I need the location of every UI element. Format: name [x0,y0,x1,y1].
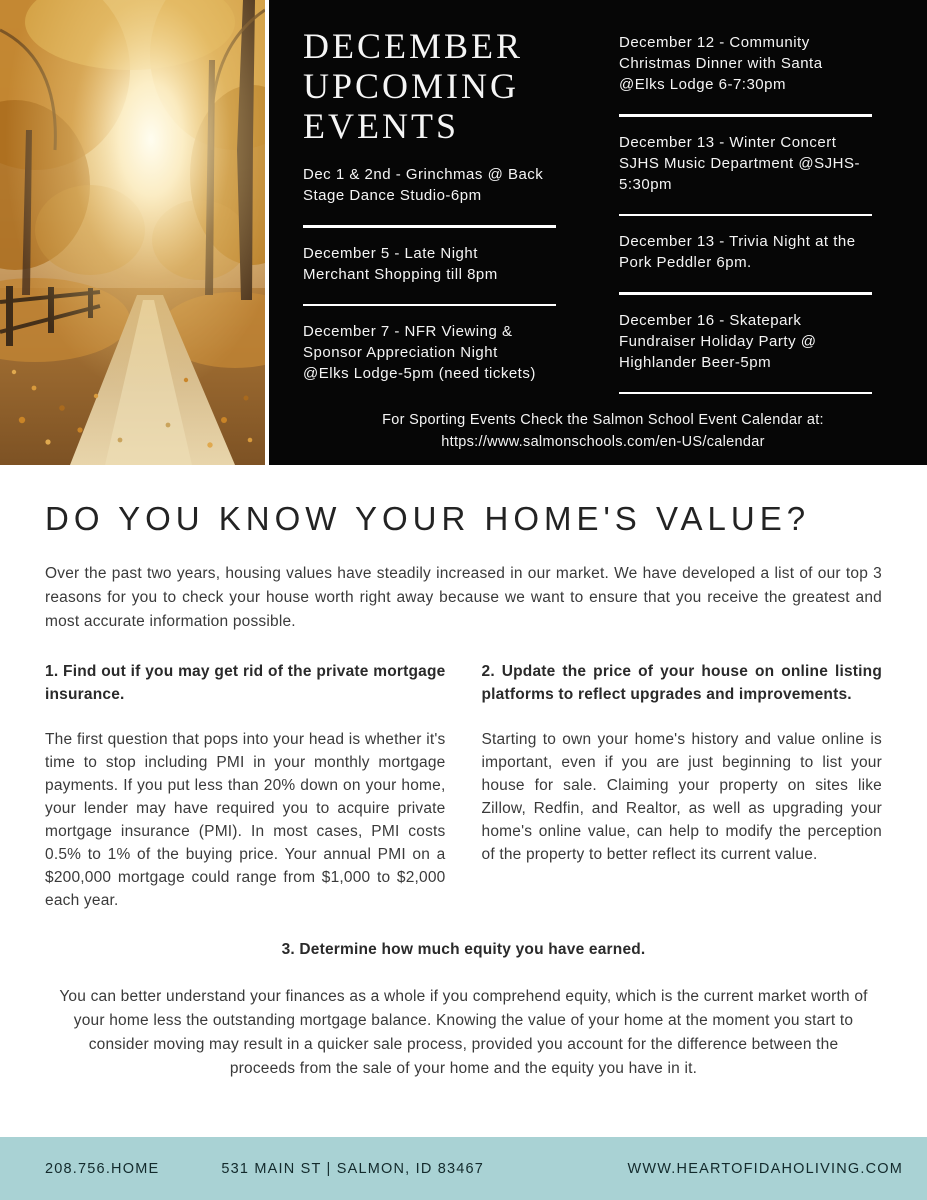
footer-phone: 208.756.HOME [45,1160,160,1177]
events-left-column [303,26,603,409]
footer-address: 531 MAIN ST | SALMON, ID 83467 [221,1160,485,1177]
event-item: December 13 - Trivia Night at the Pork Peddler 6pm. [619,233,856,271]
events-title-line: EVENTS [303,106,459,146]
events-columns [303,26,903,409]
divider [619,392,872,395]
top-section [0,0,927,465]
column-2 [482,660,883,912]
event-item: December 5 - Late Night Merchant Shopping till 8pm [303,244,498,283]
event-item: December 12 - Community Christmas Dinner with Santa @Elks Lodge 6-7:30pm [619,34,823,93]
point-2-heading: 2. Update the price of your house on online listing platforms to reflect upgrades and improvements. [481,663,882,703]
divider [619,292,872,295]
autumn-path-photo [0,0,265,465]
divider [619,214,872,217]
point-3-heading: 3. Determine how much equity you have earned. [281,941,646,958]
section-title: DO YOU KNOW YOUR HOME'S VALUE? [45,500,811,537]
event-item: December 13 - Winter Concert SJHS Music Department @SJHS-5:30pm [619,133,860,193]
divider [303,225,556,228]
autumn-path-illustration [0,0,265,465]
intro-paragraph: Over the past two years, housing values have steadily increased in our market. We have developed a list of our top 3 reasons for you to check your house worth right away because we want to ensure that you receive the greatest and most accurate information possible. [45,565,882,630]
point-1-body: The first question that pops into your head is whether it's time to stop including PMI in your monthly mortgage payments. If you put less than 20% down on your home, your lender may have required you to acquire private mortgage insurance (PMI). In most cases, PMI costs 0.5% to 1% of the buying price. Your annual PMI on a $200,000 mortgage could range from $1,000 to $2,000 each year. [45,731,446,909]
divider [303,304,556,307]
events-title-line: UPCOMING [303,66,520,106]
events-title-line: DECEMBER [303,26,524,66]
point-3-body: You can better understand your finances as a whole if you comprehend equity, which is the current market worth of your home less the outstanding mortgage balance. Knowing the value of your home at the moment you start to consider moving may result in a quicker sale process, provided you account for the difference between the proceeds from the sale of your home and the equity you have in it. [59,988,868,1077]
home-value-section [0,465,927,1081]
school-calendar-url[interactable]: https://www.salmonschools.com/en-US/calendar [441,434,765,450]
sporting-events-note [303,409,903,457]
two-column-content [45,660,882,912]
sporting-events-note-text: For Sporting Events Check the Salmon School Event Calendar at: [382,412,824,428]
event-item: December 7 - NFR Viewing & Sponsor Appreciation Night @Elks Lodge-5pm (need tickets) [303,323,536,382]
divider [619,114,872,117]
footer-website[interactable]: WWW.HEARTOFIDAHOLIVING.COM [627,1160,903,1177]
footer-bar [0,1137,927,1200]
column-1 [45,660,446,912]
december-events-panel [269,0,927,465]
event-item: Dec 1 & 2nd - Grinchmas @ Back Stage Dance Studio-6pm [303,166,544,204]
event-item: December 16 - Skatepark Fundraiser Holiday Party @ Highlander Beer-5pm [619,311,817,371]
events-title [303,26,603,146]
point-1-heading: 1. Find out if you may get rid of the private mortgage insurance. [45,663,446,703]
point-2-body: Starting to own your home's history and value online is important, even if you are just beginning to list your house for sale. Claiming your property on sites like Zillow, Redfin, and Realtor, as well as upgrading your home's online value, can help to modify the perception of the property to better reflect its current value. [481,731,882,863]
events-right-column [619,26,881,409]
